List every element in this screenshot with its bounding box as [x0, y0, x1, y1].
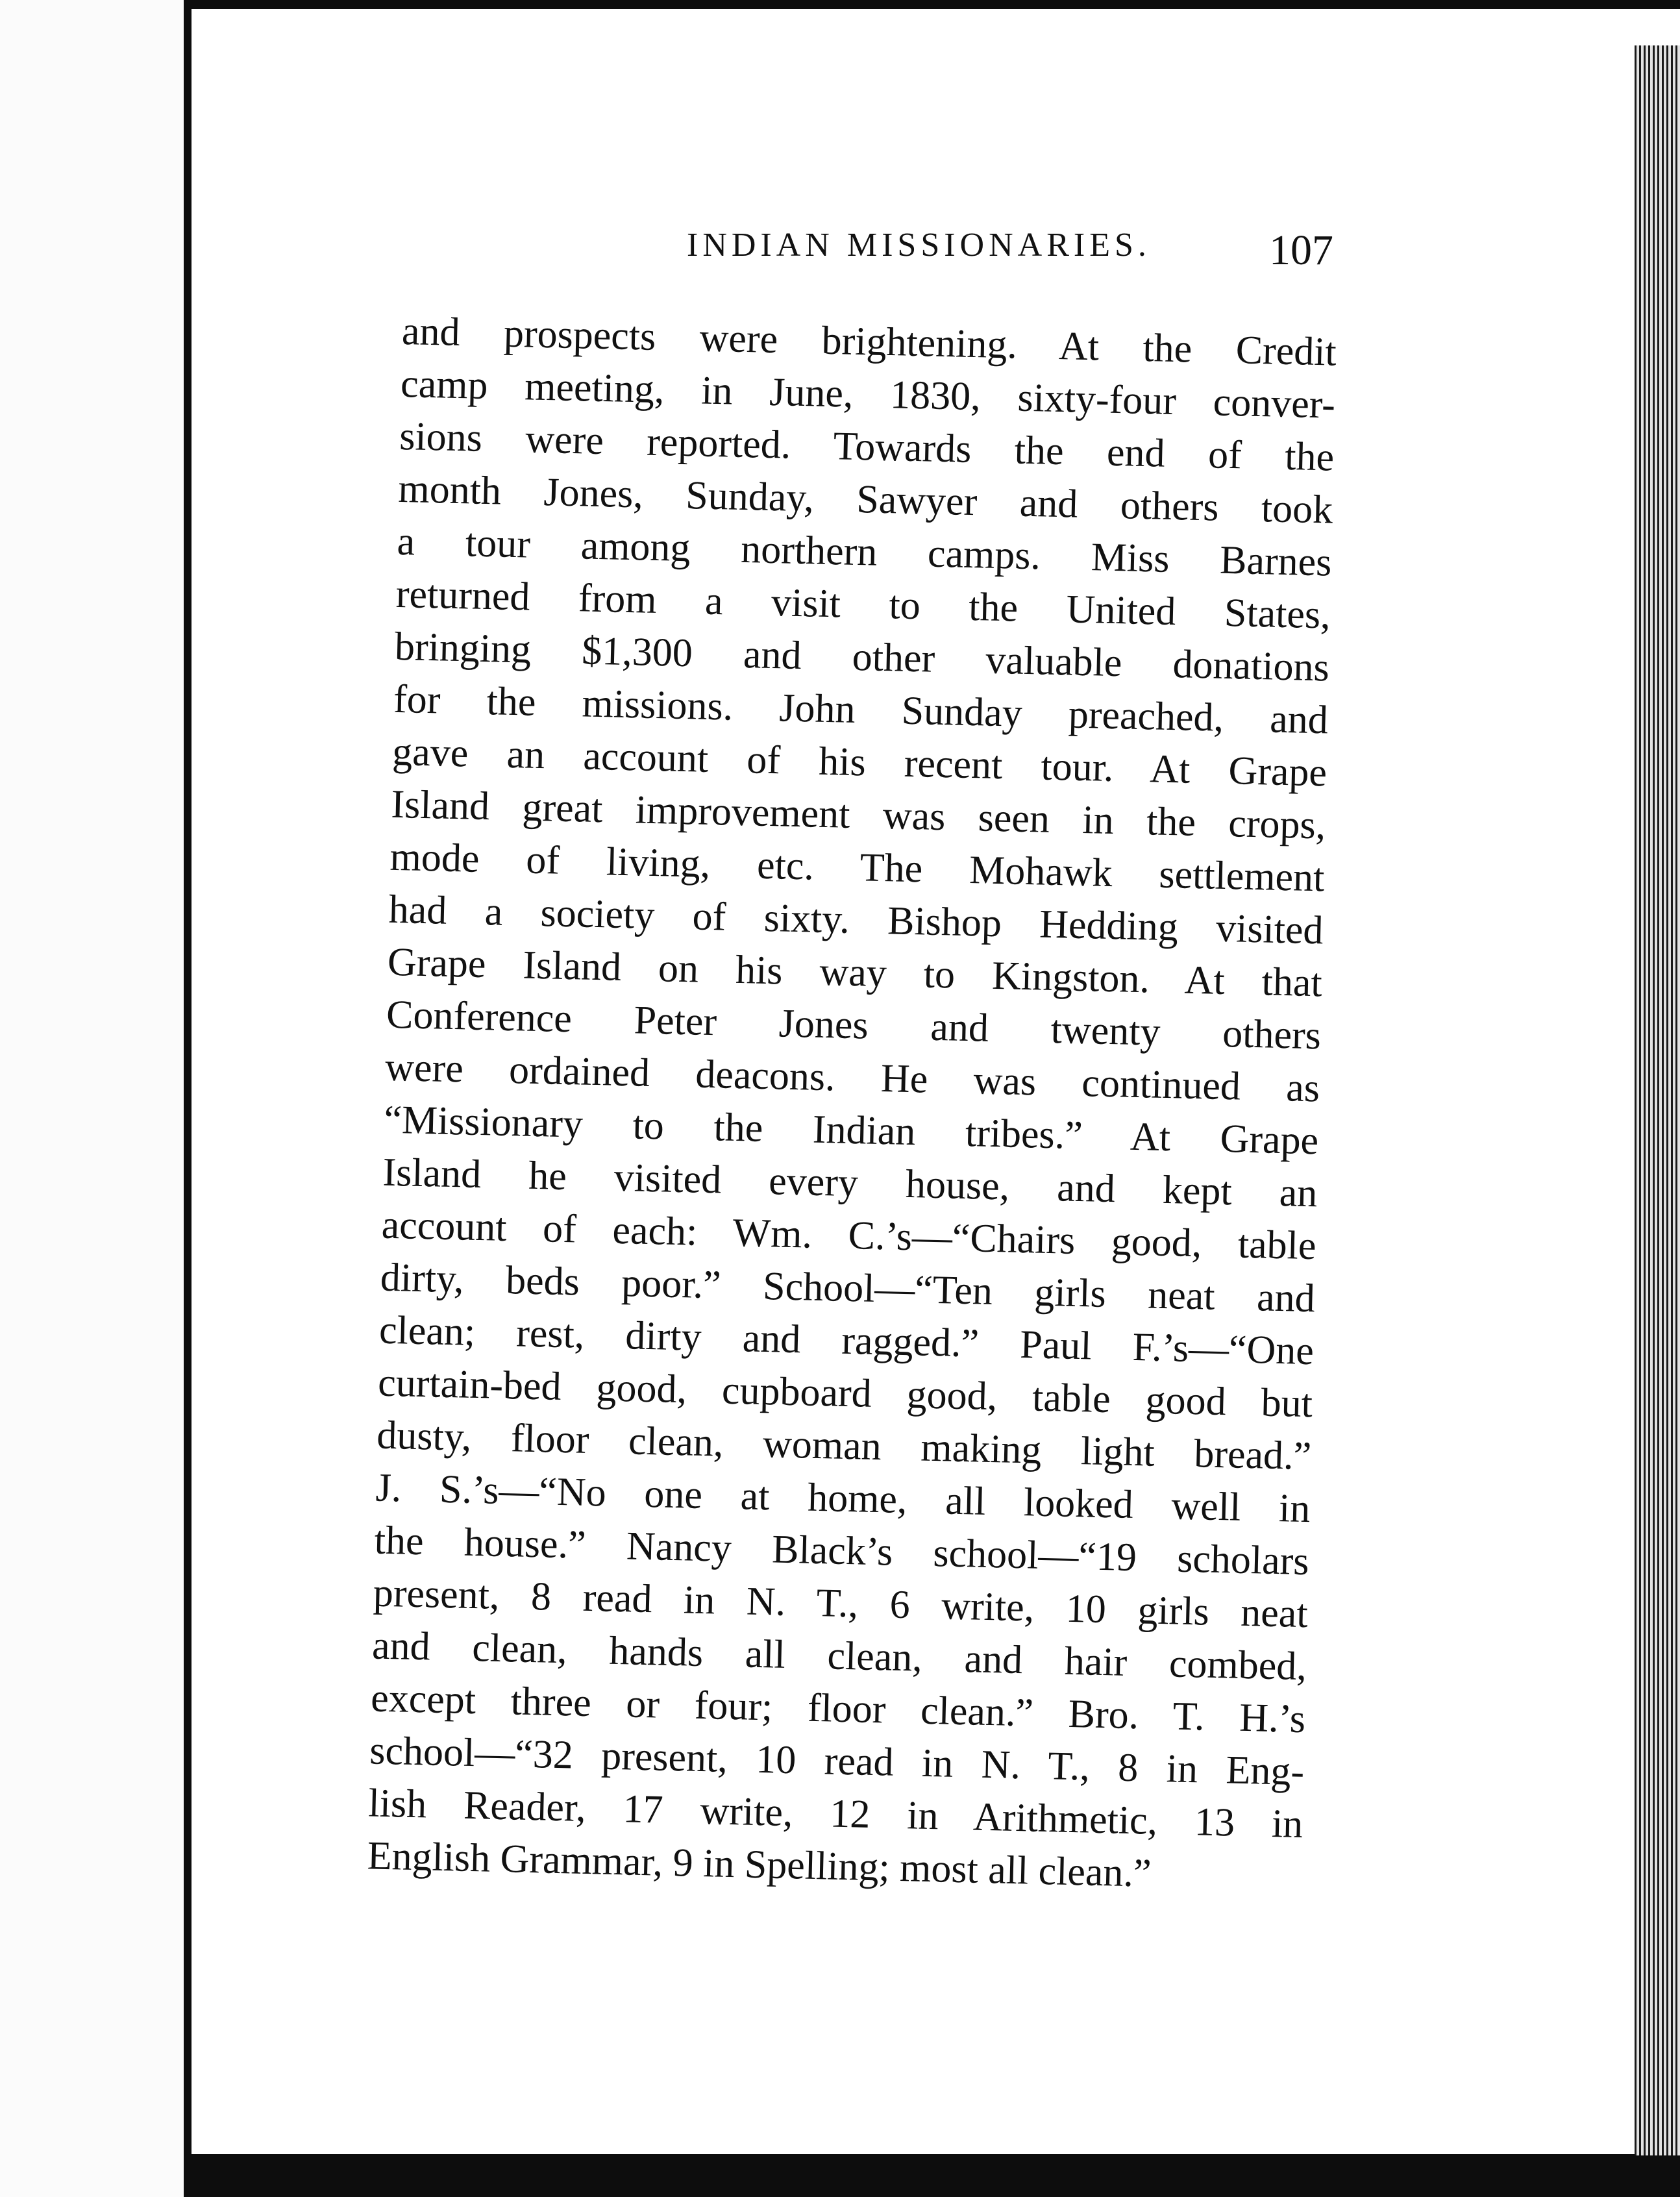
- text-line: and clean, hands all clean, and hair combed,: [371, 1623, 1307, 1689]
- text-line: gave an account of his recent tour. At Grape: [391, 729, 1328, 795]
- text-line: English Grammar, 9 in Spelling; most all clean.”: [367, 1833, 1152, 1896]
- text-line: J. S.’s—“No one at home, all looked well in: [375, 1465, 1311, 1532]
- text-line: except three or four; floor clean.” Bro. T. H.’s: [370, 1676, 1306, 1742]
- text-line: returned from a visit to the United States,: [395, 571, 1331, 638]
- scan-bottom-border: [191, 2154, 1680, 2197]
- text-line: account of each: Wm. C.’s—“Chairs good, table: [381, 1202, 1317, 1269]
- running-head: INDIAN MISSIONARIES.: [687, 227, 1151, 264]
- text-line: Island great improvement was seen in the crops,: [390, 782, 1326, 848]
- scan-top-border: [191, 0, 1680, 9]
- text-line: lish Reader, 17 write, 12 in Arithmetic, 13 in: [367, 1781, 1304, 1847]
- gutter-shadow: [184, 0, 191, 2197]
- page-fore-edge: [1635, 45, 1680, 2155]
- text-line: dusty, floor clean, woman making light bread.”: [376, 1413, 1312, 1479]
- text-line: camp meeting, in June, 1830, sixty-four conver-: [400, 361, 1336, 427]
- text-line: and prospects were brightening. At the Credit: [401, 308, 1337, 375]
- text-line: sions were reported. Towards the end of the: [399, 414, 1335, 480]
- text-line: clean; rest, dirty and ragged.” Paul F.’s—“One: [378, 1308, 1315, 1374]
- text-line: for the missions. John Sunday preached, and: [393, 676, 1329, 743]
- page-number: 107: [1269, 227, 1333, 274]
- text-line: curtain-bed good, cupboard good, table good but: [377, 1360, 1313, 1426]
- text-line: month Jones, Sunday, Sawyer and others took: [397, 466, 1333, 532]
- text-line: “Missionary to the Indian tribes.” At Grape: [383, 1097, 1319, 1163]
- text-line: school—“32 present, 10 read in N. T., 8 in Eng-: [369, 1728, 1305, 1794]
- text-line: Grape Island on his way to Kingston. At that: [387, 939, 1323, 1006]
- text-line: the house.” Nancy Black’s school—“19 scholars: [374, 1518, 1310, 1584]
- text-line: Island he visited every house, and kept an: [382, 1150, 1318, 1216]
- body-text: [367, 305, 1337, 1904]
- facing-page-edge: [0, 0, 191, 2197]
- text-line: dirty, beds poor.” School—“Ten girls neat and: [380, 1255, 1316, 1321]
- text-line: bringing $1,300 and other valuable donations: [394, 624, 1330, 690]
- text-line: Conference Peter Jones and twenty others: [386, 992, 1322, 1058]
- text-line: had a society of sixty. Bishop Hedding visited: [388, 887, 1324, 953]
- text-line: a tour among northern camps. Miss Barnes: [396, 519, 1333, 585]
- text-line: present, 8 read in N. T., 6 write, 10 girls neat: [373, 1570, 1309, 1637]
- text-line: were ordained deacons. He was continued as: [384, 1045, 1320, 1111]
- text-line: mode of living, etc. The Mohawk settlement: [389, 834, 1326, 900]
